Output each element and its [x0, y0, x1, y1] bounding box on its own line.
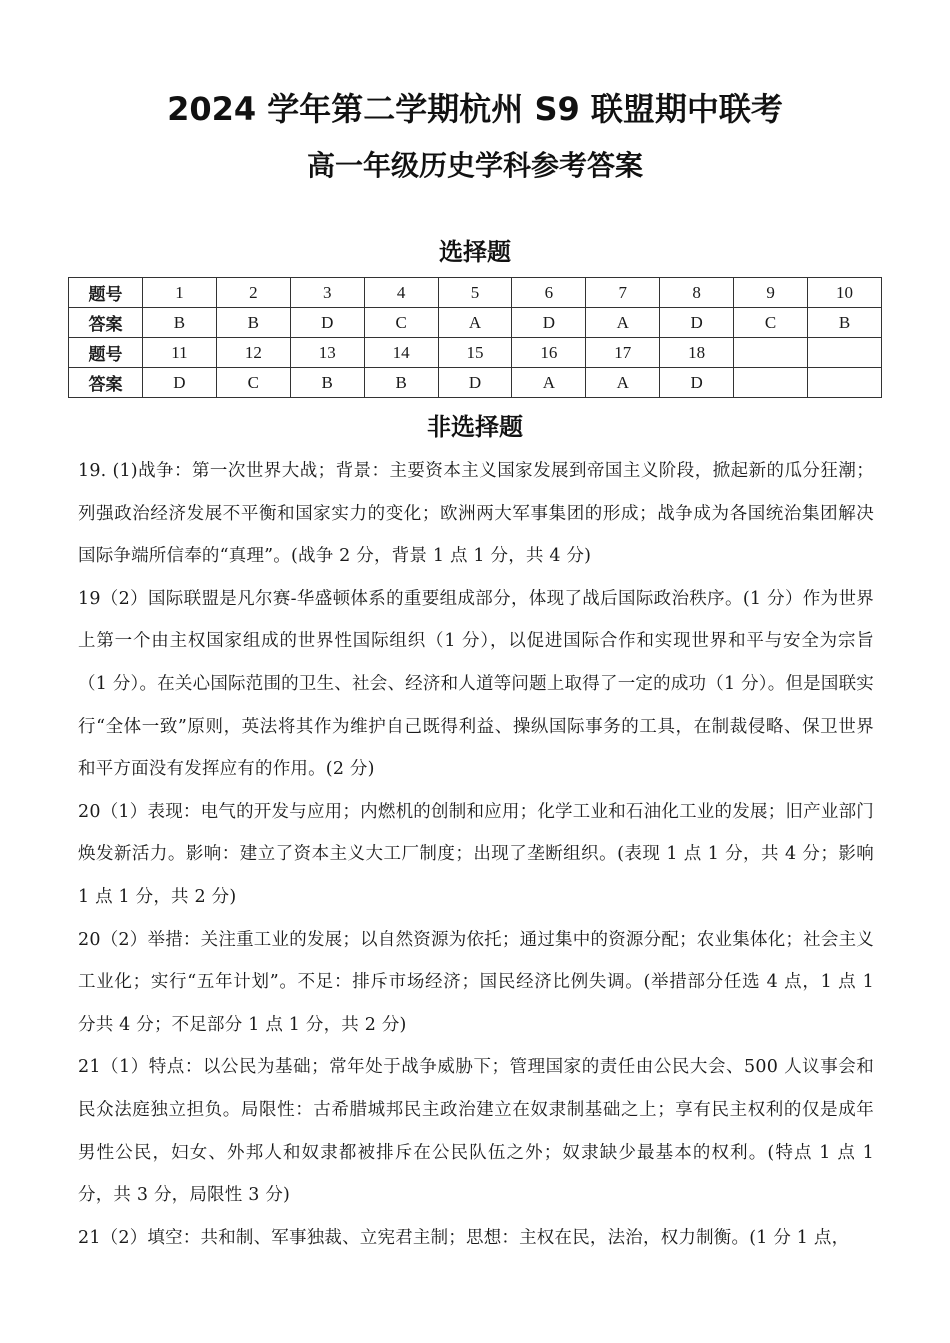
table-cell: 10 — [808, 278, 882, 308]
table-cell: 9 — [734, 278, 808, 308]
table-cell: 3 — [290, 278, 364, 308]
table-row — [69, 368, 882, 398]
table-cell: D — [290, 308, 364, 338]
nonchoice-section-heading: 非选择题 — [427, 413, 523, 441]
table-cell: A — [512, 368, 586, 398]
answer-19-2: 19（2）国际联盟是凡尔赛-华盛顿体系的重要组成部分，体现了战后国际政治秩序。(1 分）作为世界上第一个由主权国家组成的世界性国际组织（1 分），以促进国际合作和实现世界和平与安全为宗旨（1 分）。在关心国际范围的卫生、社会、经济和人道等问题上取得了一定的成功（1 分）。但是国联实行“全体一致”原则，英法将其作为维护自己既得利益、操纵国际事务的工具，在制裁侵略、保卫世界和平方面没有发挥应有的作用。(2 分) — [78, 588, 874, 780]
table-cell: A — [586, 368, 660, 398]
table-row — [69, 338, 882, 368]
nonchoice-answers — [78, 450, 874, 1259]
table-cell: 13 — [290, 338, 364, 368]
row-label: 题号 — [69, 278, 143, 308]
answer-20-2: 20（2）举措：关注重工业的发展；以自然资源为依托；通过集中的资源分配；农业集体化；社会主义工业化；实行“五年计划”。不足：排斥市场经济；国民经济比例失调。(举措部分任选 4 点，1 点 1 分共 4 分；不足部分 1 点 1 分，共 2 分) — [78, 929, 874, 1035]
row-label: 题号 — [69, 338, 143, 368]
document-title: 2024 学年第二学期杭州 S9 联盟期中联考 — [167, 90, 783, 128]
table-cell: A — [586, 308, 660, 338]
table-cell: A — [438, 308, 512, 338]
table-cell: 15 — [438, 338, 512, 368]
table-cell: 16 — [512, 338, 586, 368]
table-cell: 18 — [660, 338, 734, 368]
table-row — [69, 278, 882, 308]
answer-21-1: 21（1）特点：以公民为基础；常年处于战争威胁下；管理国家的责任由公民大会、500 人议事会和民众法庭独立担负。局限性：古希腊城邦民主政治建立在奴隶制基础之上；享有民主权利的仅是成年男性公民，妇女、外邦人和奴隶都被排斥在公民队伍之外；奴隶缺少最基本的权利。(特点 1 点 1 分，共 3 分，局限性 3 分) — [78, 1057, 874, 1206]
answer-19-1: 19. (1)战争：第一次世界大战；背景：主要资本主义国家发展到帝国主义阶段，掀起新的瓜分狂潮；列强政治经济发展不平衡和国家实力的变化；欧洲两大军事集团的形成；战争成为各国统治集团解决国际争端所信奉的“真理”。(战争 2 分，背景 1 点 1 分，共 4 分) — [78, 461, 874, 567]
row-label: 答案 — [69, 368, 143, 398]
document-subtitle: 高一年级历史学科参考答案 — [306, 149, 643, 182]
table-cell: 12 — [216, 338, 290, 368]
table-cell — [734, 368, 808, 398]
table-cell: B — [808, 308, 882, 338]
table-cell: D — [143, 368, 217, 398]
table-cell: 7 — [586, 278, 660, 308]
table-cell: C — [734, 308, 808, 338]
table-cell — [734, 338, 808, 368]
table-cell: 4 — [364, 278, 438, 308]
table-cell: D — [660, 308, 734, 338]
table-cell: 6 — [512, 278, 586, 308]
row-label: 答案 — [69, 308, 143, 338]
table-cell: C — [216, 368, 290, 398]
table-cell: D — [438, 368, 512, 398]
table-cell: B — [290, 368, 364, 398]
answer-20-1: 20（1）表现：电气的开发与应用；内燃机的创制和应用；化学工业和石油化工业的发展；旧产业部门焕发新活力。影响：建立了资本主义大工厂制度；出现了垄断组织。(表现 1 点 1 分，共 4 分；影响 1 点 1 分，共 2 分) — [78, 801, 874, 907]
table-cell: D — [512, 308, 586, 338]
table-cell: 5 — [438, 278, 512, 308]
table-cell: B — [364, 368, 438, 398]
table-cell: 11 — [143, 338, 217, 368]
table-cell: C — [364, 308, 438, 338]
table-cell: 1 — [143, 278, 217, 308]
answer-21-2: 21（2）填空：共和制、军事独裁、立宪君主制；思想：主权在民，法治，权力制衡。(1 分 1 点， — [78, 1227, 850, 1248]
table-cell — [808, 338, 882, 368]
table-cell — [808, 368, 882, 398]
table-cell: B — [143, 308, 217, 338]
table-row — [69, 308, 882, 338]
choice-answer-table — [68, 277, 882, 398]
choice-section-heading: 选择题 — [439, 238, 511, 266]
table-cell: 8 — [660, 278, 734, 308]
table-cell: 2 — [216, 278, 290, 308]
table-cell: D — [660, 368, 734, 398]
table-cell: 14 — [364, 338, 438, 368]
table-cell: B — [216, 308, 290, 338]
table-cell: 17 — [586, 338, 660, 368]
